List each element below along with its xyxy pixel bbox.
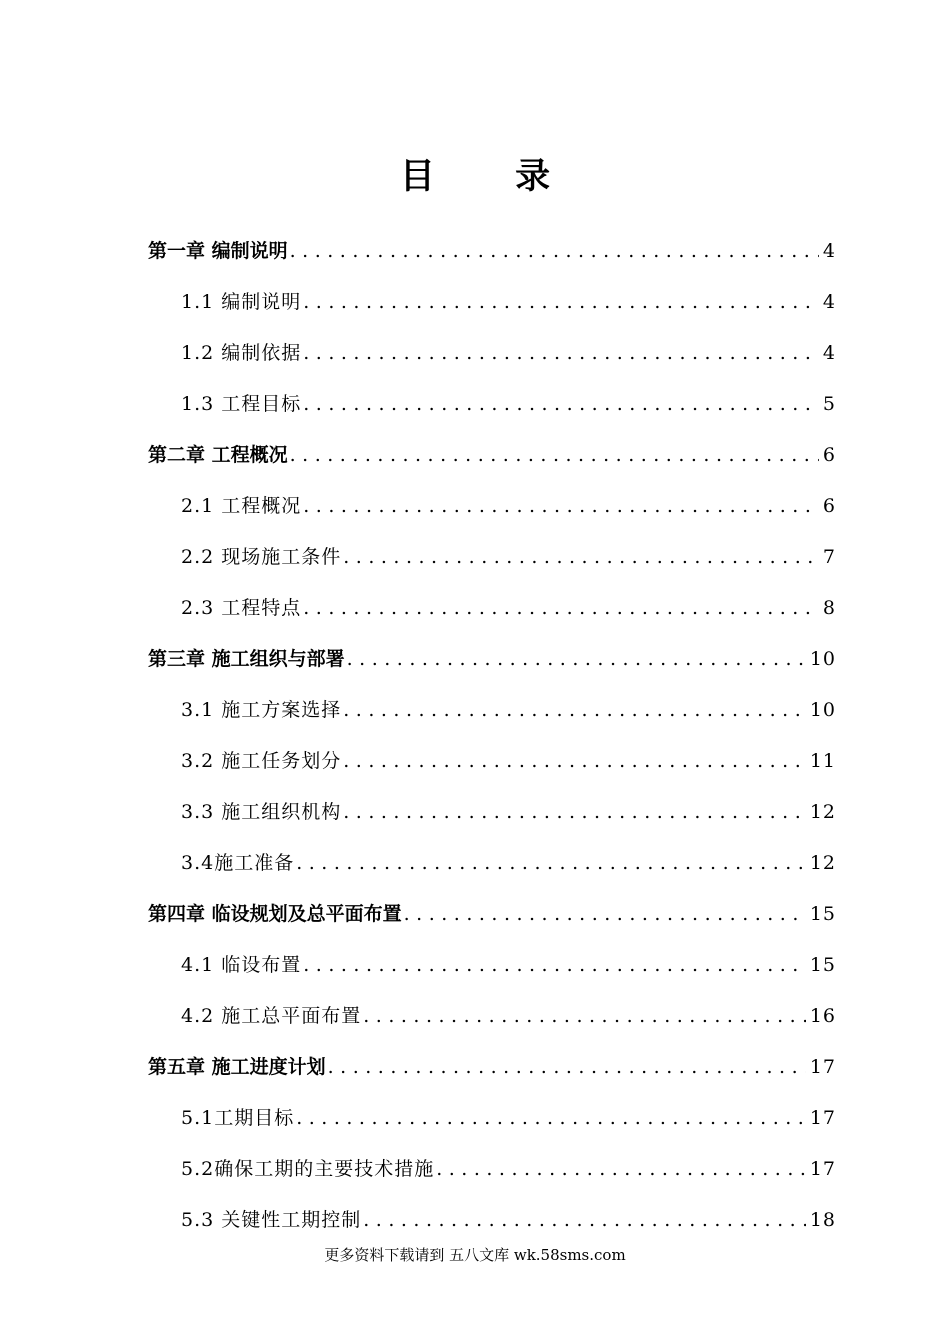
toc-chapter-4[interactable] [148,887,836,927]
dot-leader [303,595,819,621]
toc-entry-title: 3.1 施工方案选择 [181,699,342,721]
toc-section-3-4[interactable] [181,836,836,876]
toc-entry-title: 第一章 编制说明 [148,240,288,262]
toc-page-number: 15 [809,954,836,976]
toc-entry-title: 4.1 临设布置 [181,954,302,976]
toc-page-number: 6 [822,495,836,517]
toc-entry-title: 第五章 施工进度计划 [148,1056,326,1078]
toc-entry-title: 1.3 工程目标 [181,393,302,415]
toc-entry-title: 5.2确保工期的主要技术措施 [181,1158,435,1180]
dot-leader [296,850,806,876]
toc-page-number: 18 [809,1209,836,1231]
toc-page-number: 7 [822,546,836,568]
dot-leader [290,442,819,468]
toc-page-number: 17 [809,1056,836,1078]
toc-page-number: 15 [809,903,836,925]
toc-section-3-2[interactable] [181,734,836,774]
dot-leader [343,544,819,570]
dot-leader [296,1105,806,1131]
dot-leader [347,646,806,672]
dot-leader [343,697,806,723]
toc-entry-title: 2.1 工程概况 [181,495,302,517]
toc-chapter-3[interactable] [148,632,836,672]
toc-section-2-1[interactable] [181,479,836,519]
toc-section-2-2[interactable] [181,530,836,570]
toc-entry-title: 3.2 施工任务划分 [181,750,342,772]
toc-chapter-2[interactable] [148,428,836,468]
dot-leader [404,901,806,927]
toc-section-4-2[interactable] [181,989,836,1029]
dot-leader [303,952,806,978]
toc-page-number: 4 [822,342,836,364]
toc-page-number: 4 [822,240,836,262]
toc-section-3-1[interactable] [181,683,836,723]
dot-leader [343,748,806,774]
toc-entry-title: 第二章 工程概况 [148,444,288,466]
page-title: 目 录 [399,157,585,197]
toc-entry-title: 1.2 编制依据 [181,342,302,364]
toc-page-number: 8 [822,597,836,619]
toc-section-2-3[interactable] [181,581,836,621]
toc-section-3-3[interactable] [181,785,836,825]
toc-chapter-5[interactable] [148,1040,836,1080]
toc-entry-title: 5.3 关键性工期控制 [181,1209,362,1231]
toc-section-5-2[interactable] [181,1142,836,1182]
toc-entry-title: 4.2 施工总平面布置 [181,1005,362,1027]
dot-leader [303,391,819,417]
toc-page-number: 10 [809,699,836,721]
dot-leader [303,493,819,519]
toc-page-number: 10 [809,648,836,670]
toc-entry-title: 3.4施工准备 [181,852,295,874]
toc-page-number: 12 [809,801,836,823]
dot-leader [303,289,819,315]
toc-entry-title: 5.1工期目标 [181,1107,295,1129]
toc-entry-title: 1.1 编制说明 [181,291,302,313]
toc-section-1-2[interactable] [181,326,836,366]
toc-page-number: 17 [809,1107,836,1129]
toc-page-number: 17 [809,1158,836,1180]
toc-entry-title: 第四章 临设规划及总平面布置 [148,903,402,925]
dot-leader [290,238,819,264]
toc-entry-title: 2.3 工程特点 [181,597,302,619]
dot-leader [363,1207,806,1233]
toc-chapter-1[interactable] [148,224,836,264]
page-footer: 更多资料下载请到 五八文库 wk.58sms.com [324,1246,626,1264]
toc-page-number: 6 [822,444,836,466]
toc-entry-title: 3.3 施工组织机构 [181,801,342,823]
toc-entry-title: 第三章 施工组织与部署 [148,648,345,670]
toc-page-number: 11 [809,750,836,772]
toc-section-1-1[interactable] [181,275,836,315]
toc-section-4-1[interactable] [181,938,836,978]
toc-page-number: 5 [822,393,836,415]
toc-entry-title: 2.2 现场施工条件 [181,546,342,568]
toc-section-5-3[interactable] [181,1193,836,1233]
dot-leader [343,799,806,825]
dot-leader [303,340,819,366]
toc-page-number: 4 [822,291,836,313]
toc-page-number: 16 [809,1005,836,1027]
dot-leader [436,1156,806,1182]
toc-section-1-3[interactable] [181,377,836,417]
dot-leader [363,1003,806,1029]
toc-page-number: 12 [809,852,836,874]
toc-section-5-1[interactable] [181,1091,836,1131]
dot-leader [328,1054,806,1080]
